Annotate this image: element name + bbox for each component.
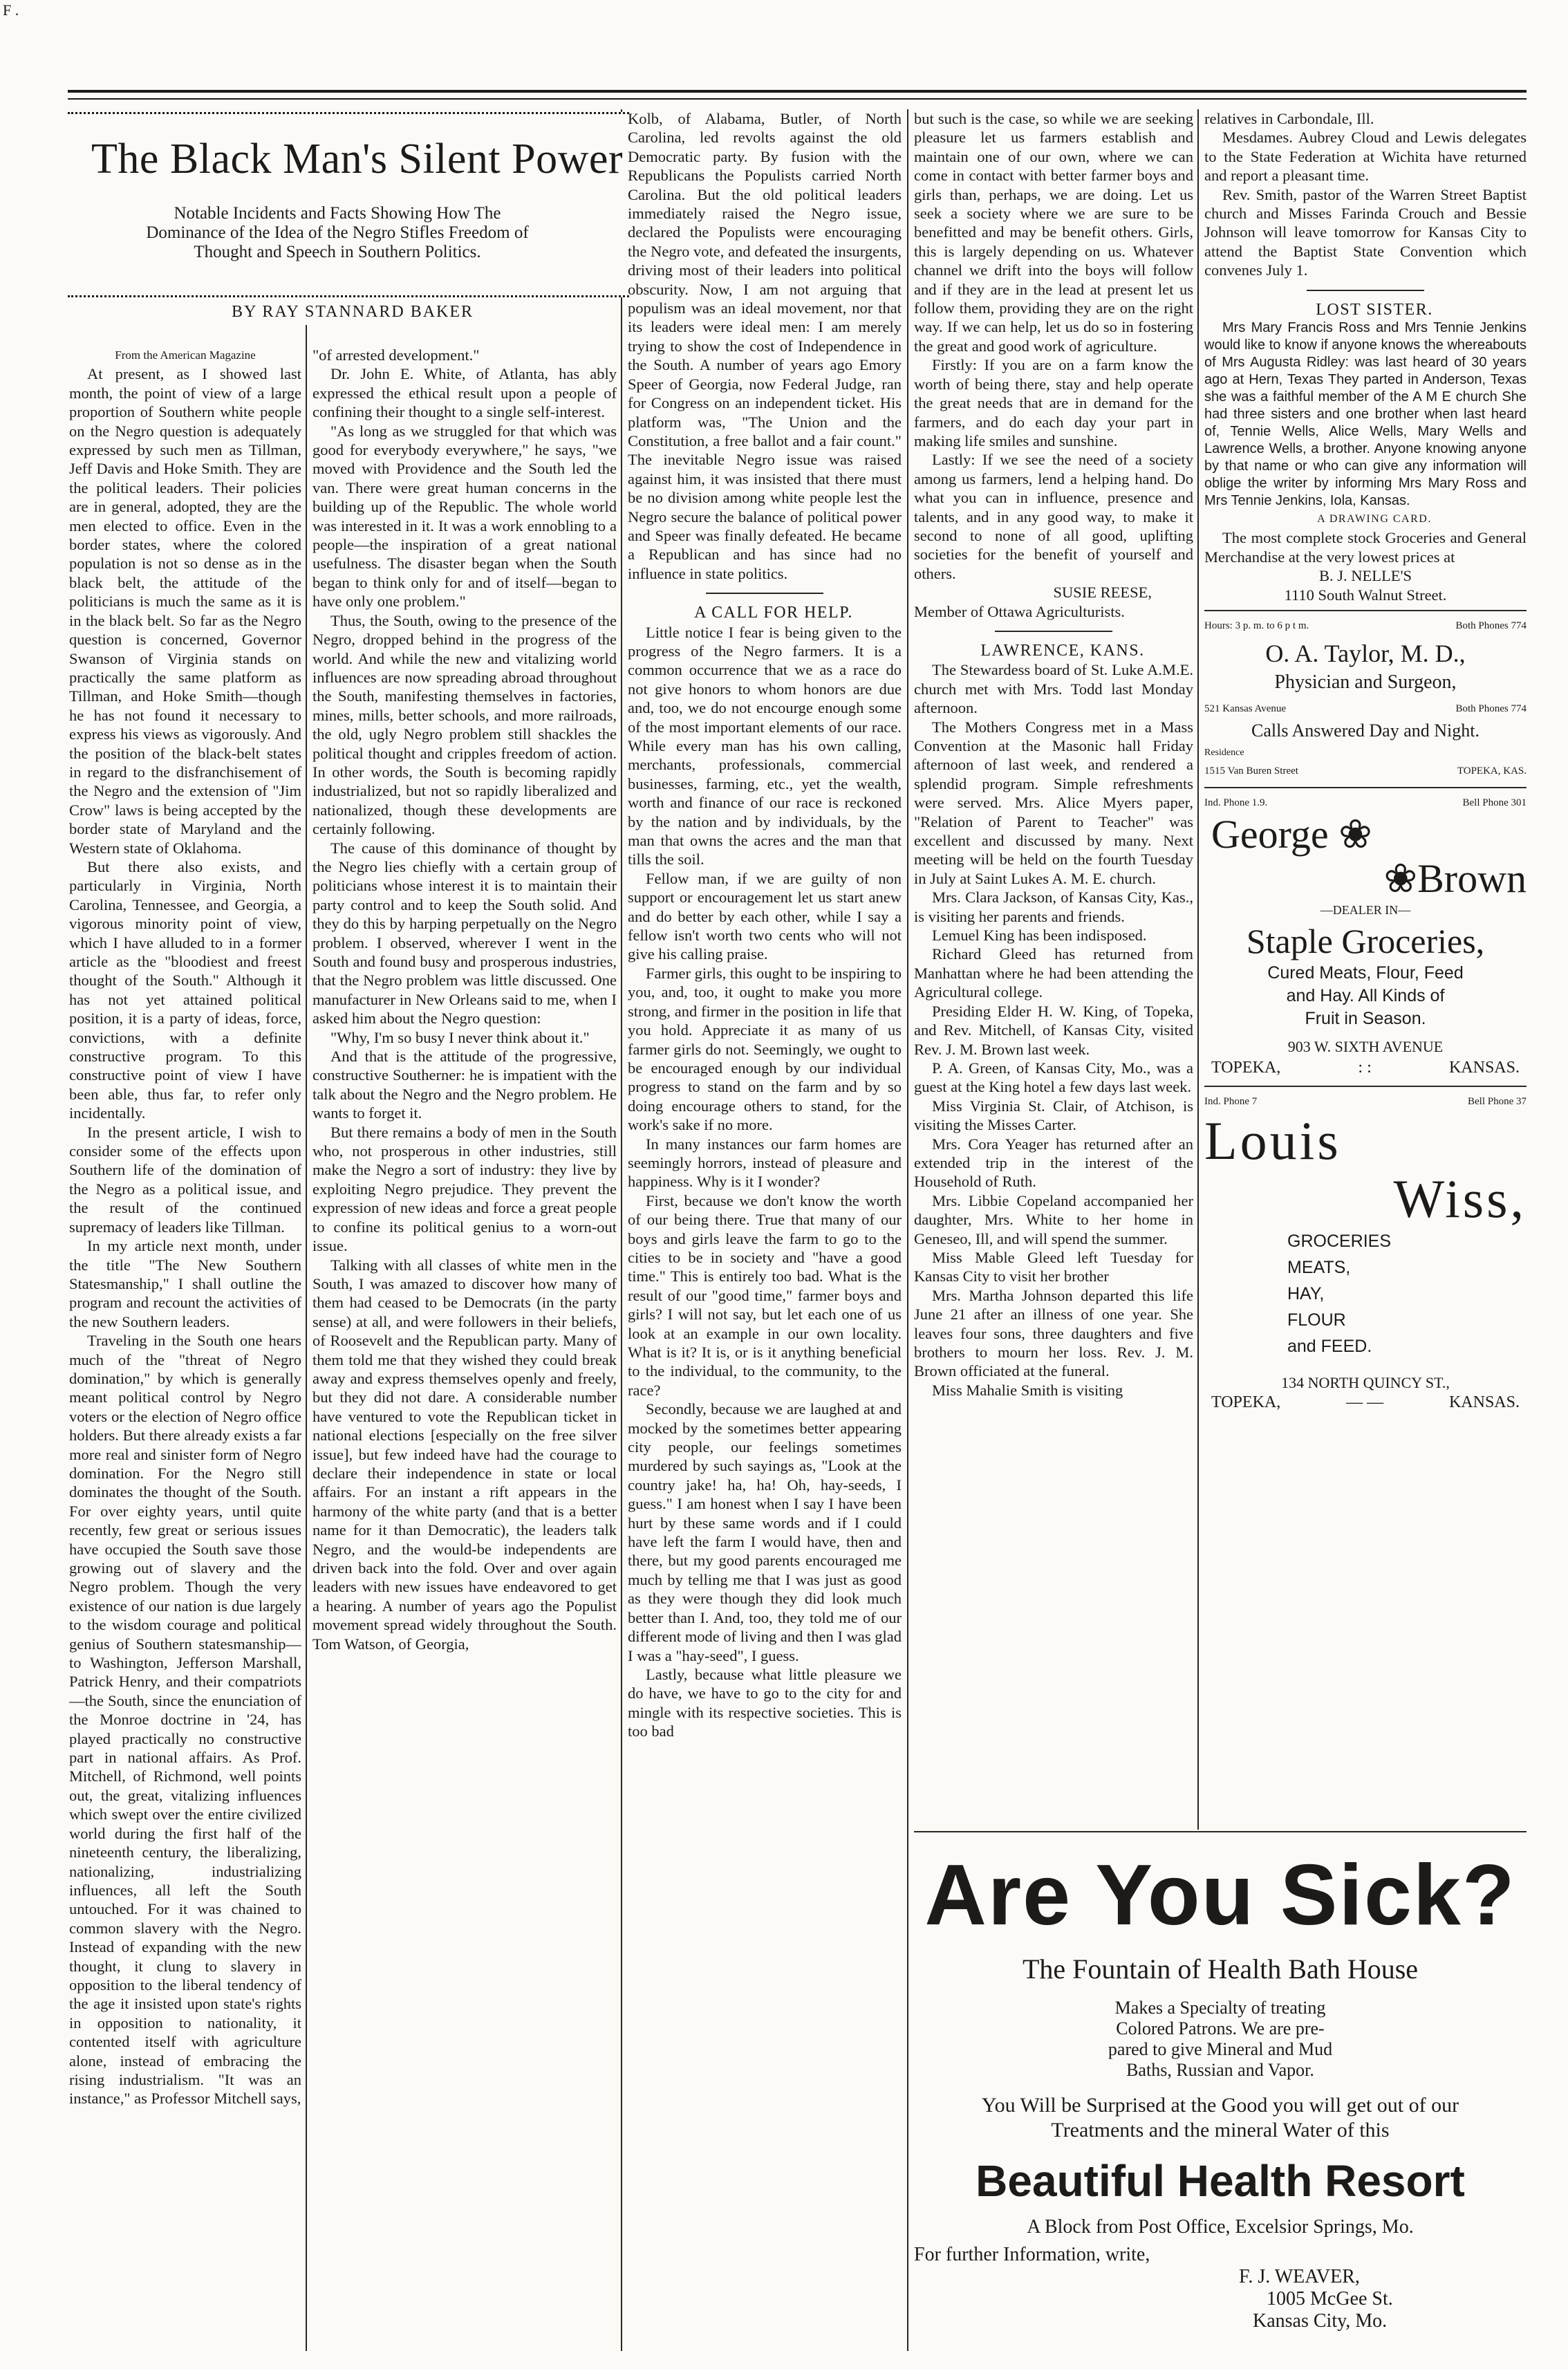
signature-affiliation: Member of Ottawa Agriculturists. [914,602,1125,620]
drawing-card-title: A DRAWING CARD. [1317,513,1432,526]
section-title-lawrence: LAWRENCE, KANS. [980,641,1145,660]
news-item: Mrs. Libbie Copeland accompanied her daughter, Mrs. White to her home in Geneseo, Ill, and will spend the summer. [914,1191,1193,1247]
news-item: Miss Mahalie Smith is visiting [932,1381,1123,1399]
ad-location: A Block from Post Office, Excelsior Springs, Mo. [1027,2216,1414,2238]
news-item: Mrs. Martha Johnson departed this life June 21 after an illness of one year. She leaves four sons, three daughters and five brothers to mourn her loss. Rev. J. M. Brown officiated at the funeral. [914,1286,1193,1380]
ad-surprised-line: Treatments and the mineral Water of this [1051,2119,1390,2142]
article-paragraph: Secondly, because we are laughed at and mocked by the sometimes better appearing city people, our feelings sometimes murdered by such sayings as, "Look at the country jake! ha, ha! Oh, hay-seeds, I guess." I am honest when I say I have been hurt by these same words and if I could have left the farm I would have, then and there, but my good parents encouraged me much by telling me that I was just as good as they were though they did look much better than I. And, too, they told me of our different mode of living and then I was glad I was a "hay-seed", I guess. [628,1400,902,1664]
news-item: Rev. Smith, pastor of the Warren Street Baptist church and Misses Farinda Crouch and Bessie Johnson will leave tomorrow for Kansas City to attend the Baptist State Convention which convenes July 1. [1204,185,1527,279]
section-divider [706,593,823,594]
brown-line-1: Cured Meats, Flour, Feed [1267,963,1464,983]
article-paragraph: Fellow man, if we are guilty of non support or encouragement let us start anew and do better by each other, while I say a fellow isn't worth two cents who will not give his calling praise. [628,869,902,963]
article-paragraph: And that is the attitude of the progressive, constructive Southerner: he is impatient with the talk about the Negro and the Negro problem. He wants to forget it. [312,1048,617,1122]
brown-staple: Staple Groceries, [1246,921,1485,960]
article-paragraph: Little notice I fear is being given to the progress of the Negro farmers. It is a common occurrence that we as a race do not give honors to whom honors are due and, too, we do not encourge enough some of the most important elements of our race. While every man has his own calling, merchants, professionals, commercial businesses, farming, etc., yet the wealth, worth and finance of our race is reckoned by the nation and by individuals, by the man that owns the acres and the man that tills the soil. [628,623,902,868]
article-column-1 [69,346,301,2350]
column-rule-3 [907,109,908,2351]
article-paragraph: Lastly: If we see the need of a society among us farmers, lend a helping hand. Do what you can in influence, presence and talents, and in any good way, to make it second to none of all good, uplifting societies for the benefit of yourself and others. [914,451,1193,582]
brown-name-first: George [1211,812,1329,857]
brown-line-2: and Hay. All Kinds of [1286,985,1445,1005]
article-paragraph: Lastly, because what little pleasure we do have, we have to go to the city for and mingle with its respective societies. This is too bad [628,1665,902,1740]
article-column-2 [312,346,617,2350]
lost-sister-notice: Mrs Mary Francis Ross and Mrs Tennie Jenkins would like to know if anyone knows the whereabouts of Mrs Augusta Ridley: was last heard of 30 years ago at Hern, Texas They parted in Anderson, Texas she was a faithful member of the A M E church She had three sisters and one brother when last heard of, Tennie Wells, Alice Wells, Mary Wells and Lawrence Wells, a brother. Anyone knowing anyone by that name or who can give any information will oblige the writer by informing Mrs Mary Ross and Mrs Tennie Jenkins, Iola, Kansas. [1204,320,1527,509]
ad-line: Makes a Specialty of treating [1114,1998,1326,2018]
wiss-sep: — — [1346,1393,1384,1412]
article-paragraph: In the present article, I wish to consider some of the effects upon Southern life of the domination of the Negro as a political issue, and the result of the continued supremacy of leaders like Tillman. [69,1123,301,1236]
taylor-res-label: Residence [1204,747,1244,758]
article-paragraph: The cause of this dominance of thought by the Negro lies chiefly with a certain group of politicians whose interest it is to maintain their party control and to keep the South solid. And they do this by harping perpetually on the Negro problem. I observed, wherever I went in the South and found busy and prosperous industries, that the Negro problem was little discussed. One manufacturer in New Orleans said to me, when I asked him about the Negro question: [312,839,617,1028]
section-title-call-for-help: A CALL FOR HELP. [694,604,853,622]
news-item: relatives in Carbondale, Ill. [1204,110,1374,127]
brown-ind-phone: Ind. Phone 1.9. [1204,797,1268,808]
flourish-icon: ❀ [1338,812,1372,857]
source-line: From the American Magazine [115,349,256,362]
news-item: Lemuel King has been indisposed. [932,927,1147,945]
taylor-name: O. A. Taylor, M. D., [1265,639,1466,667]
wiss-item: HAY, [1287,1283,1325,1303]
column-rule-4 [1197,109,1199,1830]
top-rule [68,90,1527,93]
article-paragraph: In my article next month, under the title "The New Southern Statesmanship," I shall outline the program and recount the activities of the new Southern leaders. [69,1237,301,1330]
ad-headline: Are You Sick? [924,1848,1516,1943]
article-column-3 [628,109,902,2350]
article-paragraph: At present, as I showed last month, the point of view of a large proportion of Southern white people on the Negro question is adequately expressed by such men as Tillman, Jeff Davis and Hoke Smith. They are the political leaders. Their policies are in general, adopted, they are the men elected to office. Even in the border states, where the colored population is not so dense as in the black belt, the attitude of the politicians is much the same as it is in the black belt. So far as the Negro question is concerned, Governor Swanson of Virginia stands on practically the same platform as Tillman, and Hoke Smith—though he has not found it necessary to express his views as vigorously. And the position of the black-belt states in regard to the disfranchisement of the Negro and the extension of "Jim Crow" laws is being accepted by the border state of Maryland and the Western state of Oklahoma. [69,365,301,857]
wiss-item: FLOUR [1287,1310,1346,1330]
article-paragraph: Firstly: If you are on a farm know the worth of being there, stay and help operate the great needs that are in demand for the farmers, and do each day your part in making life smiles and sunshine. [914,356,1193,449]
article-paragraph: but such is the case, so while we are seeking pleasure let us farmers establish and maintain one of our own, where we can come in contact with better farmer boys and girls than, perhaps, we are doing. Let us seek a society where we are sure to be benefitted and may be benefit others. Girls, this is largely depending on us. Whatever channel we drift into the boys will follow and if they are in the lead at present let us follow them, providing they are on the right way. If we can help, let us do so in fostering the great and good work of agriculture. [914,110,1193,355]
news-item: The Stewardess board of St. Luke A.M.E. church met with Mrs. Todd last Monday afternoon. [914,661,1193,717]
news-item: Mrs. Clara Jackson, of Kansas City, Kas., is visiting her parents and friends. [914,889,1193,925]
wiss-item: and FEED. [1287,1336,1372,1356]
column-rule-2 [621,109,622,2351]
george-brown-ad [1204,787,1527,1081]
nelle-address: 1110 South Walnut Street. [1284,586,1447,604]
taylor-role: Physician and Surgeon, [1274,671,1457,693]
brown-bell-phone: Bell Phone 301 [1462,797,1527,808]
article-paragraph: Thus, the South, owing to the presence of the Negro, dropped behind in the progress of the world. And while the new and vitalizing world influences are now spreading abroad throughout the South, manifesting themselves in factories, mines, mills, better schools, and more railroads, the old, ugly Negro problem still shackles the political thought and cripples freedom of action. In other words, the South is becoming rapidly industrialized, but not so rapidly liberalized and nationalized, though these developments are certainly following. [312,611,617,838]
section-divider [995,631,1112,632]
article-paragraph: "of arrested development." [312,346,480,364]
health-resort-ad [914,1831,1527,2344]
column-rule-1 [306,325,307,2351]
brown-address: 903 W. SIXTH AVENUE [1287,1037,1444,1055]
brown-city: TOPEKA, [1211,1058,1281,1077]
taylor-res-addr: 1515 Van Buren Street [1204,765,1298,777]
ads-column [1204,109,1527,1830]
wiss-item: MEATS, [1287,1257,1351,1277]
headline-subtitle: Notable Incidents and Facts Showing How The Dominance of the Idea of the Negro Stifles Freedom of Thought and Speech in Southern Politics. [146,204,529,261]
ad-line: Baths, Russian and Vapor. [1126,2060,1314,2080]
wiss-city: TOPEKA, [1211,1393,1281,1412]
news-item: Mesdames. Aubrey Cloud and Lewis delegates to the State Federation at Wichita have returned and report a pleasant time. [1204,129,1527,185]
ad-subtitle: The Fountain of Health Bath House [1022,1953,1419,1985]
wiss-bell-phone: Bell Phone 37 [1468,1096,1527,1108]
article-column-4 [914,109,1193,1830]
ad-further-info: For further Information, write, [914,2244,1150,2265]
news-item: Mrs. Cora Yeager has returned after an extended trip in the interest of the Household of Ruth. [914,1135,1193,1191]
ad-contact-city: Kansas City, Mo. [1253,2310,1388,2332]
taylor-office-addr: 521 Kansas Avenue [1204,703,1287,714]
wiss-name-last: Wiss, [1393,1168,1527,1229]
taylor-office-phone: Both Phones 774 [1455,703,1527,714]
ad-contact-name: F. J. WEAVER, [1239,2266,1360,2287]
wiss-item: GROCERIES [1287,1231,1392,1251]
drawing-card-text: The most complete stock Groceries and General Merchandise at the very lowest prices at [1204,529,1527,566]
article-paragraph: In many instances our farm homes are seemingly horrors, instead of pleasure and happiness. Why is it I wonder? [628,1135,902,1191]
headline-title: The Black Man's Silent Power [91,136,624,183]
taylor-phone: Both Phones 774 [1455,620,1527,632]
article-paragraph: Traveling in the South one hears much of the "threat of Negro domination," by which is generally meant political control by Negro voters or the election of Negro office holders. But there already exists a far more real and sinister form of Negro domination. For the Negro still dominates the thought of the South. For over eighty years, until quite recently, few great or serious issues have occupied the South save those growing out of slavery and the Negro problem. Though the very existence of our nation is due largely to the wisdom courage and political genius of Southern statesmanship—to Washington, Jefferson Marshall, Patrick Henry, and their compatriots—the South, since the enunciation of the Monroe doctrine in '24, has played practically no constructive part in national affairs. As Prof. Mitchell, of Richmond, well points out, the great, vitalizing influences which swept over the entire civilized world during the first half of the nineteenth century, the liberalizing, nationalizing, industrializing influences, all left the South untouched. For it was chained to common slavery with the Negro. Instead of expanding with the new thought, it clung to slavery in opposition to the liberal tendency of the age it insisted upon state's rights in opposition to nationality, it contented itself with agriculture alone, instead of embracing the rising industrialism. "It was an instance," as Professor Mitchell says, [69,1332,301,2108]
flourish-icon: ❀ [1383,856,1418,902]
news-item: The Mothers Congress met in a Mass Convention at the Masonic hall Friday afternoon of last week, and rendered a splendid program. Simple refreshments were served. Mrs. Alice Myers paper, "Relation of Parent to Teacher" was excellent and discussed by many. Next meeting will be held on the fourth Tuesday in July at Saint Lukes A. M. E. church. [914,718,1193,887]
brown-sep: : : [1358,1058,1372,1077]
article-paragraph: "Why, I'm so busy I never think about it." [330,1028,590,1046]
article-paragraph: Dr. John E. White, of Atlanta, has ably expressed the ethical result upon a people of confining their thought to a single self-interest. [312,365,617,421]
article-paragraph: But there remains a body of men in the South who, not prosperous in other industries, still make the Negro a sort of industry: they live by exploiting Negro prejudice. They prevent the expression of new ideas and force a great people to confine its political genius to a worn-out issue. [312,1123,617,1255]
article-paragraph: Farmer girls, this ought to be inspiring to you, and, too, it ought to make you more strong, and firmer in the position in life that you hold. Appreciate it as many of us farmer girls do not. Seemingly, we ought to be encouraged enough by our individual progress to stand on the farm and by so doing encourage others to stand, for the work's sake if no more. [628,964,902,1134]
taylor-city: TOPEKA, KAS. [1457,765,1527,777]
article-paragraph: Kolb, of Alabama, Butler, of North Carolina, led revolts against the old Democratic party. By fusion with the Republicans the Populists carried North Carolina. But the old political leaders immediately raised the Negro issue, declared the Populists were encouraging the Negro vote, and defeated the insurgents, driving most of their leaders into political obscurity. Now, I am not arguing that populism was an ideal movement, nor that its leaders were ideal men: I am merely trying to show the cost of Independence in the South. A number of years ago Emory Speer of Georgia, now Federal Judge, ran for Congress on an independent ticket. His platform was, "The Union and the Constitution, a free ballot and a fair count." The inevitable Negro issue was raised against him, it was insisted that there must be no division among white people lest the Negro secure the balance of political power and Speer was finally defeated. He became a Republican and has since had no influence in state politics. [628,110,902,582]
news-item: Richard Gleed has returned from Manhattan where he had been attending the Agricultural college. [914,945,1193,1001]
headline-box [68,112,629,297]
article-paragraph: First, because we don't know the worth of our being there. True that many of our boys and girls leave the farm to go to the cities to be in society and "have a good time." This is entirely too bad. What is the result of our "good time," farmer boys and girls? I will not say, but let each one of us look at an example in our own locality. What is it? It is, or is it anything beneficial to the individual, to the community, to the race? [628,1191,902,1399]
ad-surprised-line: You Will be Surprised at the Good you will get out of our [981,2094,1459,2117]
top-rule-thin [68,98,1527,100]
article-paragraph: But there also exists, and particularly in Virginia, North Carolina, Tennessee, and Georgia, a vigorous minority point of view, which I have alluded to in a former article as the "bloodiest and freest thought of the South." Although it has not yet attained political position, it is a party of ideas, force, convictions, with a definite constructive program. To this constructive point of view I have been able, thus far, to refer only incidentally. [69,857,301,1122]
nelle-name: B. J. NELLE'S [1318,567,1412,585]
louis-wiss-ad [1204,1086,1527,1413]
brown-state: KANSAS. [1448,1058,1520,1077]
section-divider [1307,290,1424,291]
signature-name: SUSIE REESE, [1053,584,1152,602]
section-title-lost-sister: LOST SISTER. [1316,300,1433,319]
news-item: P. A. Green, of Kansas City, Mo., was a guest at the King hotel a few days last week. [914,1059,1193,1096]
wiss-state: KANSAS. [1448,1393,1520,1412]
article-paragraph: "As long as we struggled for that which was good for everybody everywhere," he says, "we moved with Providence and the South led the van. There were great human concerns in the building up of the Republic. The whole world was interested in it. It was a work ennobling to a people—the inspiration of a great national usefulness. The disaster began when the South began to think only for and of itself—began to have only one problem." [312,422,617,611]
taylor-hours: Hours: 3 p. m. to 6 p t m. [1204,620,1309,632]
ad-line: Colored Patrons. We are pre- [1116,2018,1325,2038]
page-corner-mark: F . [3,1,19,19]
brown-name-last: Brown [1417,856,1527,902]
article-paragraph: Talking with all classes of white men in the South, I was amazed to discover how many of them had ceased to be Democrats (in the party sense) at all, and were followers in their beliefs, of Roosevelt and the Republican party. Many of them told me that they wished they could break away and express themselves openly and freely, but they did not dare. A considerable number have ventured to vote the Republican ticket in national elections [especially on the free silver issue], but few indeed have had the courage to declare their independence in state or local affairs. For an instant a rift appears in the harmony of the white party (and that is a better name for it than Democratic), the leaders talk Negro, and the would-be independents are driven back into the fold. Over and over again leaders with new issues have endeavored to get a hearing. A number of years ago the Populist movement spread widely throughout the South. Tom Watson, of Georgia, [312,1256,617,1653]
brown-line-3: Fruit in Season. [1305,1008,1426,1028]
byline: BY RAY STANNARD BAKER [231,303,474,321]
wiss-address: 134 NORTH QUINCY ST., [1281,1373,1450,1391]
news-item: Presiding Elder H. W. King, of Topeka, and Rev. Mitchell, of Kansas City, visited Rev. J. M. Brown last week. [914,1002,1193,1058]
taylor-ad [1204,610,1527,781]
ad-contact-street: 1005 McGee St. [1267,2288,1393,2310]
wiss-name-first: Louis [1204,1110,1341,1171]
wiss-ind-phone: Ind. Phone 7 [1204,1096,1258,1108]
ad-resort-title: Beautiful Health Resort [976,2156,1465,2206]
ad-line: pared to give Mineral and Mud [1108,2039,1333,2059]
news-item: Miss Virginia St. Clair, of Atchison, is visiting the Misses Carter. [914,1097,1193,1134]
taylor-calls: Calls Answered Day and Night. [1251,720,1480,741]
brown-dealer-in: —DEALER IN— [1320,903,1411,918]
news-item: Miss Mable Gleed left Tuesday for Kansas City to visit her brother [914,1248,1193,1285]
